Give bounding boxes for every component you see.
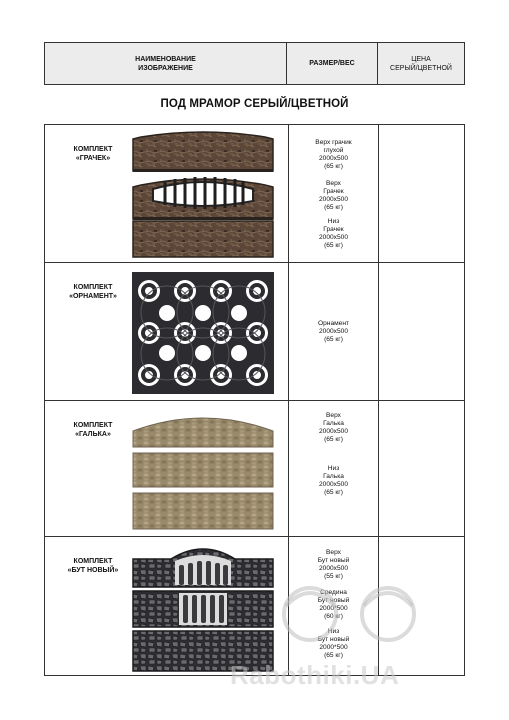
product-row-galka: [44, 400, 465, 537]
product-row-ornament: [44, 262, 465, 401]
product-name: КОМПЛЕКТ «ГАЛЬКА»: [73, 422, 113, 438]
price-cell: [379, 263, 464, 400]
table-header: [44, 42, 465, 85]
product-cell: [45, 537, 289, 675]
product-cell: [45, 263, 289, 400]
header-name-column: НАИМЕНОВАНИЕ ИЗОБРАЖЕНИЕ: [45, 43, 287, 84]
worker-helmet-icon: [270, 570, 430, 650]
size-cell: [289, 125, 379, 262]
grachek-fence-image: [131, 129, 275, 259]
size-cell: [289, 401, 379, 536]
header-price-column: ЦЕНА СЕРЫЙ/ЦВЕТНОЙ: [390, 55, 452, 72]
spec-text: Верх Грачек 2000х500 (65 кг): [319, 180, 348, 211]
product-cell: [45, 125, 289, 262]
spec-text: Верх Галька 2000х500 (65 кг): [319, 412, 348, 443]
spec-text: Верх Бут новый 2000х500 (55 кг): [317, 549, 350, 580]
product-name: КОМПЛЕКТ «ОРНАМЕНТ»: [69, 284, 117, 300]
product-cell: [45, 401, 289, 536]
spec-text: Орнамент 2000х500 (65 кг): [318, 320, 349, 343]
header-size-column: РАЗМЕР/ВЕС: [287, 43, 378, 84]
price-cell: [379, 401, 464, 536]
spec-text: Низ Бут новый 2000*500 (65 кг): [317, 628, 350, 659]
galka-fence-image: [131, 409, 275, 533]
product-name: КОМПЛЕКТ «ГРАЧЕК»: [73, 146, 113, 162]
size-cell: [289, 263, 379, 400]
spec-text: Верх грачик глухой 2000х500 (65 кг): [315, 139, 352, 170]
section-title: ПОД МРАМОР СЕРЫЙ/ЦВЕТНОЙ: [160, 98, 349, 110]
ornament-fence-image: [131, 271, 275, 395]
product-name: КОМПЛЕКТ «БУТ НОВЫЙ»: [67, 558, 119, 574]
spec-text: Низ Галька 2000х500 (65 кг): [319, 465, 348, 496]
spec-text: Средина Бут новый 2000*500 (60 кг): [317, 589, 350, 620]
but-novyi-fence-image: [131, 545, 275, 673]
price-cell: [379, 125, 464, 262]
spec-text: Низ Грачек 2000х500 (65 кг): [319, 218, 348, 249]
product-row-grachek: [44, 124, 465, 263]
watermark-text: Rabothiki.UA: [230, 660, 400, 690]
